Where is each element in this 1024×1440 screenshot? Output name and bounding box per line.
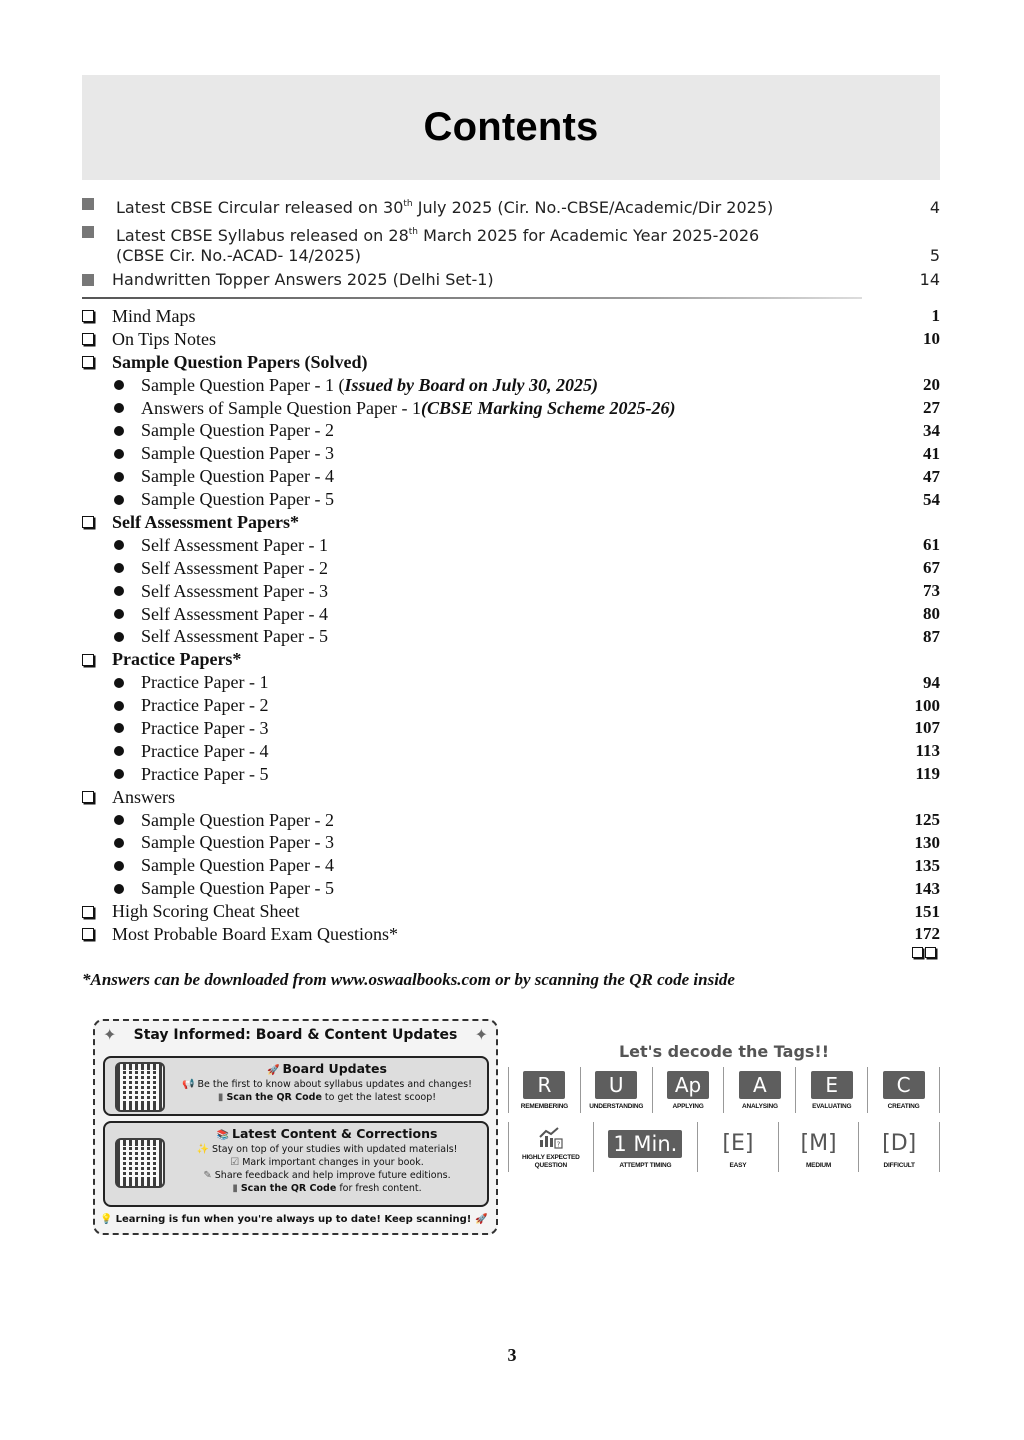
bullet-icon (114, 769, 124, 779)
page-ref: 119 (915, 764, 940, 784)
page-ref: 67 (923, 558, 940, 578)
page-ref: 14 (919, 270, 940, 289)
page-ref: 80 (923, 604, 940, 624)
toc-entry[interactable]: Practice Paper - 5 119 (82, 763, 940, 786)
tag-attempt-timing: 1 Min. ATTEMPT TIMING (594, 1122, 699, 1172)
tag-highly-expected: ? HIGHLY EXPECTED QUESTION (509, 1122, 594, 1172)
tag-easy: [E] EASY (698, 1122, 779, 1172)
toc-entry[interactable]: Practice Paper - 1 94 (82, 671, 940, 694)
chart-question-icon (538, 1126, 564, 1150)
content-corrections-card: 📚 Latest Content & Corrections ✨ Stay on top of your studies with updated materials! ☑ Mark important changes in your book. ✎ Share feedback and help improve future editions. ▮ Scan the QR Code for fresh content. (103, 1121, 489, 1207)
toc-section[interactable]: Self Assessment Papers* (82, 511, 940, 534)
highlight-item[interactable]: Latest CBSE Circular released on 30th July 2025 (Cir. No.-CBSE/Academic/Dir 2025) 4 (82, 194, 940, 218)
page-ref: 41 (923, 443, 940, 463)
memo-icon: ✎ (203, 1170, 212, 1181)
toc-entry[interactable]: Sample Question Paper - 2 125 (82, 809, 940, 832)
end-mark-icon (912, 947, 936, 958)
tags-legend (508, 1042, 940, 1172)
checkbox-bullet-icon (82, 654, 94, 666)
page-ref: 61 (923, 535, 940, 555)
page-ref: 100 (914, 695, 940, 715)
party-popper-icon: ✦ (103, 1025, 117, 1044)
bullet-icon (114, 746, 124, 756)
toc-section[interactable]: Answers (82, 786, 940, 809)
toc-entry[interactable]: Self Assessment Paper - 2 67 (82, 557, 940, 580)
toc-entry[interactable]: Sample Question Paper - 4 135 (82, 854, 940, 877)
tag-medium: [M] MEDIUM (779, 1122, 860, 1172)
checkbox-bullet-icon (82, 333, 94, 345)
toc-section[interactable]: Most Probable Board Exam Questions* 172 (82, 923, 940, 946)
phone-icon: ▮ (232, 1183, 238, 1194)
toc-entry[interactable]: Practice Paper - 4 113 (82, 740, 940, 763)
page-ref: 94 (923, 672, 940, 692)
highlight-list (82, 194, 940, 294)
page-ref: 54 (923, 489, 940, 509)
phone-icon: ▮ (217, 1092, 224, 1103)
page-ref: 27 (923, 398, 940, 417)
toc-entry[interactable]: Self Assessment Paper - 1 61 (82, 534, 940, 557)
toc-entry[interactable]: Self Assessment Paper - 4 80 (82, 603, 940, 626)
toc-entry[interactable]: Sample Question Paper - 2 34 (82, 419, 940, 442)
bloom-tags-row (508, 1067, 940, 1113)
bullet-icon (114, 449, 124, 459)
bullet-icon (114, 815, 124, 825)
checkbox-bullet-icon (82, 928, 94, 940)
square-bullet-icon (82, 274, 94, 286)
page-ref: 4 (929, 198, 940, 217)
page-ref: 151 (914, 901, 940, 921)
tag-creating: C CREATING (868, 1067, 940, 1113)
toc-entry[interactable]: Answers of Sample Question Paper - 1 (CBSE Marking Scheme 2025-26) 27 (82, 397, 940, 420)
page-ref: 34 (923, 420, 940, 440)
bullet-icon (114, 426, 124, 436)
toc-entry[interactable]: Practice Paper - 2 100 (82, 694, 940, 717)
tag-difficult: [D] DIFFICULT (859, 1122, 940, 1172)
toc-section[interactable]: Practice Papers* (82, 648, 940, 671)
books-icon: 📚 (216, 1130, 230, 1141)
checkbox-bullet-icon (82, 310, 94, 322)
bullet-icon (114, 563, 124, 573)
toc-section[interactable]: High Scoring Cheat Sheet 151 (82, 900, 940, 923)
tag-applying: Ap APPLYING (653, 1067, 725, 1113)
lightbulb-icon: 💡 (100, 1214, 113, 1225)
qr-code[interactable] (115, 1138, 165, 1188)
tags-title: Let's decode the Tags!! (618, 1042, 830, 1061)
highlight-item[interactable]: Latest CBSE Syllabus released on 28th March 2025 for Academic Year 2025-2026 (CBSE Cir. No.-ACAD- 14/2025) 5 (82, 222, 940, 266)
tag-remembering: R REMEMBERING (509, 1067, 581, 1113)
page-ref: 172 (914, 924, 940, 944)
bullet-icon (114, 380, 124, 390)
tag-understanding: U UNDERSTANDING (581, 1067, 653, 1113)
tag-analysing: A ANALYSING (724, 1067, 796, 1113)
bullet-icon (114, 632, 124, 642)
rocket-icon: 🚀 (475, 1214, 488, 1225)
page-ref: 135 (914, 855, 940, 875)
square-bullet-icon (82, 198, 94, 210)
toc-entry[interactable]: Sample Question Paper - 5 54 (82, 488, 940, 511)
bullet-icon (114, 586, 124, 596)
highlight-item[interactable]: Handwritten Topper Answers 2025 (Delhi Set-1) 14 (82, 270, 940, 290)
bullet-icon (114, 495, 124, 505)
bullet-icon (114, 540, 124, 550)
difficulty-tags-row (508, 1122, 940, 1172)
updates-title: Stay Informed: Board & Content Updates (133, 1027, 458, 1043)
contents-header (82, 75, 940, 180)
square-bullet-icon (82, 226, 94, 238)
checkbox-icon: ☑ (230, 1157, 240, 1168)
toc-section[interactable]: Mind Maps 1 (82, 305, 940, 328)
toc-entry[interactable]: Sample Question Paper - 5 143 (82, 877, 940, 900)
bullet-icon (114, 701, 124, 711)
board-updates-card: 🚀 Board Updates 📢 Be the first to know about syllabus updates and changes! ▮ Scan the QR Code to get the latest scoop! (103, 1056, 489, 1116)
page-title: Contents (423, 105, 599, 149)
toc-entry[interactable]: Practice Paper - 3 107 (82, 717, 940, 740)
toc-entry[interactable]: Self Assessment Paper - 5 87 (82, 625, 940, 648)
checkbox-bullet-icon (82, 356, 94, 368)
toc-entry[interactable]: Sample Question Paper - 4 47 (82, 465, 940, 488)
page-ref: 125 (914, 810, 940, 830)
updates-box: ✦ Stay Informed: Board & Content Updates ✦ 🚀 Board Updates 📢 Be the first to know about syllabus updates and changes! ▮ Scan the QR Code to get the latest scoop! 📚 Latest Content & Corrections ✨ Stay on top of your studies with updated materials! ☑ Mark important changes in your book. ✎ Share feedback and help improve future editions. ▮ Scan the QR Code for fresh content. 💡 Learning is fun when you're always up to date! Keep scanning! 🚀 (93, 1019, 498, 1235)
page-number: 3 (507, 1345, 517, 1365)
bullet-icon (114, 884, 124, 894)
rocket-icon: 🚀 (267, 1065, 280, 1076)
table-of-contents (82, 305, 940, 946)
toc-entry[interactable]: Sample Question Paper - 1 ( Issued by Board on July 30, 2025) 20 (82, 374, 940, 397)
page-ref: 130 (914, 832, 940, 852)
sparkle-icon: ✨ (196, 1144, 209, 1155)
toc-section[interactable]: Sample Question Papers (Solved) (82, 351, 940, 374)
page-ref: 10 (923, 329, 940, 349)
bullet-icon (114, 838, 124, 848)
bullet-icon (114, 403, 124, 413)
tag-evaluating: E EVALUATING (796, 1067, 868, 1113)
toc-entry[interactable]: Sample Question Paper - 3 130 (82, 831, 940, 854)
page-ref: 5 (929, 246, 940, 265)
page-ref: 47 (923, 466, 940, 486)
svg-text:?: ? (556, 1140, 561, 1149)
bullet-icon (114, 472, 124, 482)
page-ref: 107 (914, 718, 940, 738)
party-popper-icon: ✦ (474, 1025, 488, 1044)
toc-entry[interactable]: Sample Question Paper - 3 41 (82, 442, 940, 465)
bullet-icon (114, 861, 124, 871)
bullet-icon (114, 723, 124, 733)
page-ref: 73 (923, 581, 940, 601)
page-ref: 1 (931, 306, 940, 326)
page-ref: 87 (923, 626, 940, 646)
qr-code[interactable] (115, 1062, 165, 1112)
bullet-icon (114, 678, 124, 688)
checkbox-bullet-icon (82, 906, 94, 918)
megaphone-icon: 📢 (182, 1079, 195, 1090)
page-ref: 20 (923, 375, 940, 395)
footnote: *Answers can be downloaded from www.oswaalbooks.com or by scanning the QR code inside (82, 970, 735, 989)
toc-entry[interactable]: Self Assessment Paper - 3 73 (82, 580, 940, 603)
toc-section[interactable]: On Tips Notes 10 (82, 328, 940, 351)
page-ref: 113 (915, 741, 940, 761)
bullet-icon (114, 609, 124, 619)
page-ref: 143 (914, 878, 940, 898)
checkbox-bullet-icon (82, 516, 94, 528)
divider (82, 297, 862, 299)
checkbox-bullet-icon (82, 791, 94, 803)
